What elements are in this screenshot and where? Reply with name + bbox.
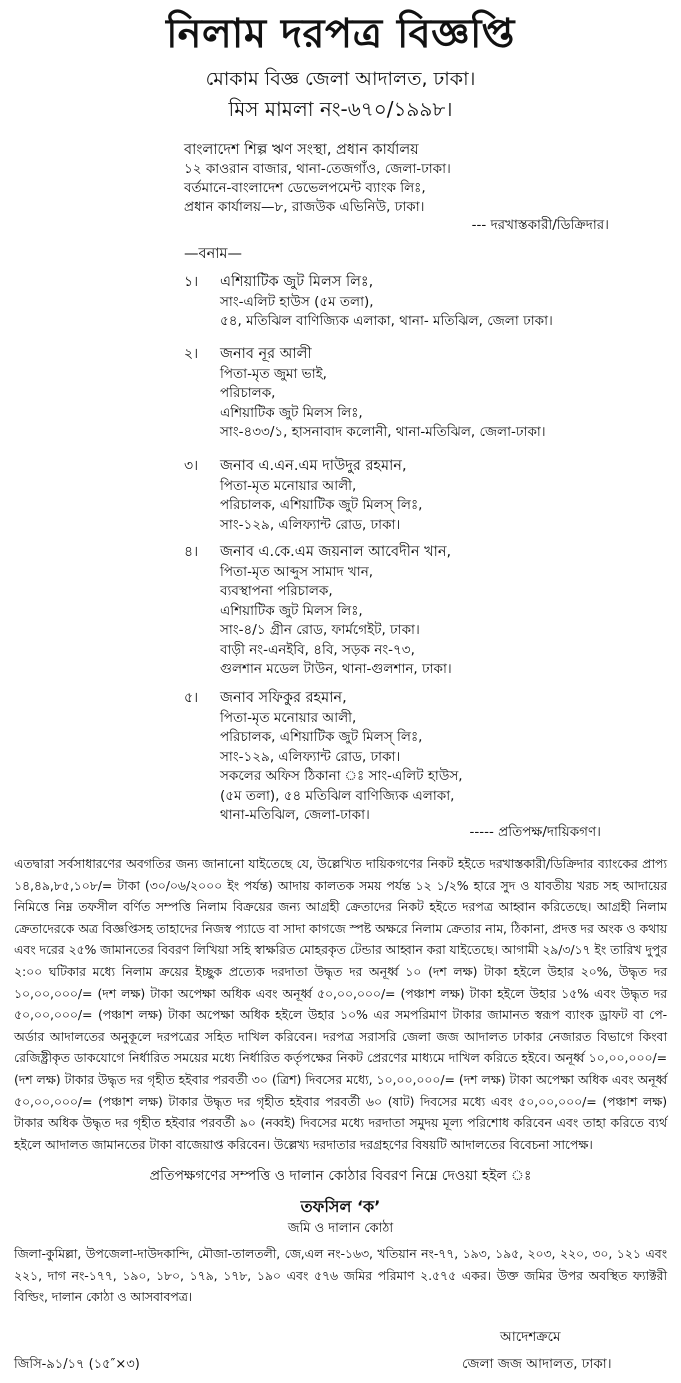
defendant-line: পিতা-মৃত আব্দুস সামাদ খান, (220, 563, 374, 580)
defendant-line: সাং-১২৯, এলিফ্যান্ট রোড, ঢাকা। (220, 748, 401, 765)
defendant-line: বাড়ী নং-এনইবি, ৪বি, সড়ক নং-৭৩, (220, 641, 415, 658)
defendant-line: এশিয়াটিক জুট মিলস লিঃ, (220, 602, 363, 619)
plaintiff-line: প্রধান কার্যালয়—৮, রাজউক এভিনিউ, ঢাকা। (184, 199, 425, 215)
defendant-line: সাং-৪/১ গ্রীন রোড, ফার্মগেইট, ঢাকা। (220, 622, 420, 638)
plaintiff-line: বাংলাদেশ শিল্প ঋণ সংস্থা, প্রধান কার্যালয় (184, 142, 419, 158)
defendant-line: পিতা-মৃত জুমা ভাই, (220, 365, 327, 382)
defendant-line: পিতা-মৃত মনোয়ার আলী, (220, 477, 357, 494)
plaintiff-tag: --- দরখাস্তকারী/ডিক্রিদার। (471, 217, 609, 233)
schedule-title: তফসিল ‘ক’ (300, 1197, 381, 1216)
defendant-line: পরিচালক, এশিয়াটিক জুট মিলস্ লিঃ, (220, 497, 423, 513)
defendant-line: ৫৪, মতিঝিল বাণিজ্যিক এলাকা, থানা- মতিঝিল, জেলা ঢাকা। (220, 313, 553, 329)
defendant-number: ২। (184, 346, 199, 362)
notice-body-paragraph: এতদ্বারা সর্বসাধারণের অবগতির জন্য জানানো যাইতেছে যে, উল্লেখিত দায়িকগণের নিকট হইতে দরখাস্তকারী/ডিক্রিদার ব্যাংকের প্রাপ্য ১৪,৪৯,৮৫,১০৮/= টাকা (৩০/০৬/২০০০ ইং পর্যন্ত) আদায় কালতক সময় পর্যন্ত ১২ ১/২% হারে সুদ ও যাবতীয় খরচ সহ আদায়ের নিমিত্তে নিম্ন তফসীল বর্ণিত সম্পত্তি নিলাম বিক্রয়ের জন্য আগ্রহী ক্রেতাদের নিকট হইতে দরপত্র আহ্বান করিতেছে। আগ্রহী নিলাম ক্রেতাদেরকে অত্র বিজ্ঞপ্তিসহ তাহাদের নিজস্ব প্যাডে বা সাদা কাগজে স্পষ্ট অক্ষরে নিলাম ক্রেতার নাম, ঠিকানা, প্রদত্ত দর অংক ও কথায় এবং দরের ২৫% জামানতের বিবরণ লিখিয়া সহি স্বাক্ষরিত মোহরকৃত টেন্ডার আহ্বান করা যাইতেছে। আগামী ২৯/৩/১৭ ইং তারিখ দুপুর ২:০০ ঘটিকার মধ্যে নিলাম ক্রয়ের ইচ্ছুক প্রত্যেক দরদাতা উদ্ধৃত দর অনূর্ধ্ব ১০ (দশ লক্ষ) টাকা হইলে উহার ২০%, উদ্ধৃত দর ১০,০০,০০০/= (দশ লক্ষ) টাকা অপেক্ষা অধিক এবং অনূর্ধ্ব ৫০,০০,০০০/= (পঞ্চাশ লক্ষ) টাকা হইলে উহার ১৫% এবং উদ্ধৃত দর ৫০,০০,০০০/= (পঞ্চাশ লক্ষ) টাকা অপেক্ষা অধিক হইলে উহার ১০% এর সমপরিমাণ টাকার জামানত স্বরূপ ব্যাংক ড্রাফট বা পে-অর্ডার আদালতের অনুকূলে দরপত্রের সহিত দাখিল করিবেন। দরপত্র সরাসরি জেলা জজ আদালত ঢাকার নেজারত বিভাগে কিংবা রেজিষ্ট্রীকৃত ডাকযোগে নির্ধারিত সময়ের মধ্যে নির্ধারিত কর্তৃপক্ষের নিকট প্রেরণের মাধ্যমে দাখিল করিতে হইবে। অনূর্ধ্ব ১০,০০,০০০/= (দশ লক্ষ) টাকার উদ্ধৃত দর গৃহীত হইবার পরবর্তী ৩০ (ত্রিশ) দিবসের মধ্যে, ১০,০০,০০০/= (দশ লক্ষ) টাকা অপেক্ষা অধিক এবং অনূর্ধ্ব ৫০,০০,০০০/= (পঞ্চাশ লক্ষ) টাকার উদ্ধৃত দর গৃহীত হইবার পরবর্তী ৬০ (ষাট) দিবসের মধ্যে এবং ৫০,০০,০০০/= (পঞ্চাশ লক্ষ) টাকার অধিক উদ্ধৃত দর গৃহীত হইবার পরবর্তী ৯০ (নব্বই) দিবসের মধ্যে দরদাতা সমুদয় মূল্য পরিশোধ করিবেন এবং তাহা করিতে ব্যর্থ হইলে আদালত জামানতের টাকা বাজেয়াপ্ত করিবেন। উল্লেখ্য দরদাতার দরগ্রহণের বিষয়টি আদালতের বিবেচনা সাপেক্ষ। (14, 856, 667, 1152)
court-line: মোকাম বিজ্ঞ জেলা আদালত, ঢাকা। (205, 68, 476, 90)
defendant-line: জনাব সফিকুর রহমান, (220, 690, 347, 706)
defendant-line: পরিচালক, এশিয়াটিক জুট মিলস্ লিঃ, (220, 729, 423, 745)
property-intro: প্রতিপক্ষগণের সম্পত্তি ও দালান কোঠার বিবরণ নিম্নে দেওয়া হইল ঃ (149, 1168, 532, 1184)
defendant-line: জনাব এ.এন.এম দাউদুর রহমান, (220, 458, 407, 474)
versus-label: —বনাম— (184, 246, 242, 262)
defendant-number: ৩। (184, 458, 199, 474)
signing-court: জেলা জজ আদালত, ঢাকা। (462, 1356, 612, 1372)
defendant-line: সকলের অফিস ঠিকানা ঃ সাং-এলিট হাউস, (220, 768, 463, 784)
plaintiff-block (184, 141, 644, 217)
schedule-subtitle: জমি ও দালান কোঠা (287, 1221, 394, 1236)
defendant-line: জনাব নূর আলী (220, 346, 312, 362)
defendant-line: সাং-৪৩৩/১, হাসনাবাদ কলোনী, থানা-মতিঝিল, জেলা-ঢাকা। (220, 424, 546, 440)
order-label: আদেশক্রমে (500, 1329, 561, 1345)
defendant-line: এশিয়াটিক জুট মিলস লিঃ, (220, 404, 363, 421)
defendant-line: পরিচালক, (220, 385, 276, 401)
defendant-line: সাং-১২৯, এলিফ্যান্ট রোড, ঢাকা। (220, 516, 401, 533)
gd-reference: জিসি-৯১/১৭ (১৫″×৩) (14, 1357, 140, 1372)
case-line: মিস মামলা নং-৬৭০/১৯৯৮। (228, 97, 453, 121)
defendant-line: পিতা-মৃত মনোয়ার আলী, (220, 709, 357, 726)
defendant-line: থানা-মতিঝিল, জেলা-ঢাকা। (220, 807, 370, 823)
defendant-line: (৫ম তলা), ৫৪ মতিঝিল বাণিজ্যিক এলাকা, (220, 787, 455, 804)
defendant-number: ৪। (184, 544, 199, 560)
defendant-line: ব্যবস্থাপনা পরিচালক, (220, 583, 333, 599)
defendant-line: জনাব এ.কে.এম জয়নাল আবেদীন খান, (220, 544, 452, 560)
defendant-number: ১। (184, 274, 199, 290)
plaintiff-line: বর্তমানে-বাংলাদেশ ডেভেলপমেন্ট ব্যাংক লিঃ, (184, 180, 426, 196)
defendant-line: এশিয়াটিক জুট মিলস লিঃ, (220, 274, 374, 290)
notice-title: নিলাম দরপত্র বিজ্ঞপ্তি (166, 11, 515, 57)
schedule-text: জিলা-কুমিল্লা, উপজেলা-দাউদকান্দি, মৌজা-তালতলী, জে,এল নং-১৬৩, খতিয়ান নং-৭৭, ১৯৩, ১৯৫, ২০৩, ২২০, ৩০, ১২১ এবং ২২১, দাগ নং-১৭৭, ১৯০, ১৮০, ১৭৯, ১৭৮, ১৯০ এবং ৫৭৬ জমির পরিমাণ ২.৫৭৫ একর। উক্ত জমির উপর অবস্থিত ফ্যাক্টরী বিল্ডিং, দালান কোঠা ও আসবাবপত্র। (14, 1246, 667, 1305)
defendants-tag: ----- প্রতিপক্ষ/দায়িকগণ। (469, 824, 601, 840)
defendant-line: সাং-এলিট হাউস (৫ম তলা), (220, 293, 374, 310)
plaintiff-line: ১২ কাওরান বাজার, থানা-তেজগাঁও, জেলা-ঢাকা। (184, 161, 451, 177)
defendant-line: গুলশান মডেল টাউন, থানা-গুলশান, ঢাকা। (220, 661, 452, 677)
defendant-number: ৫। (184, 690, 199, 706)
